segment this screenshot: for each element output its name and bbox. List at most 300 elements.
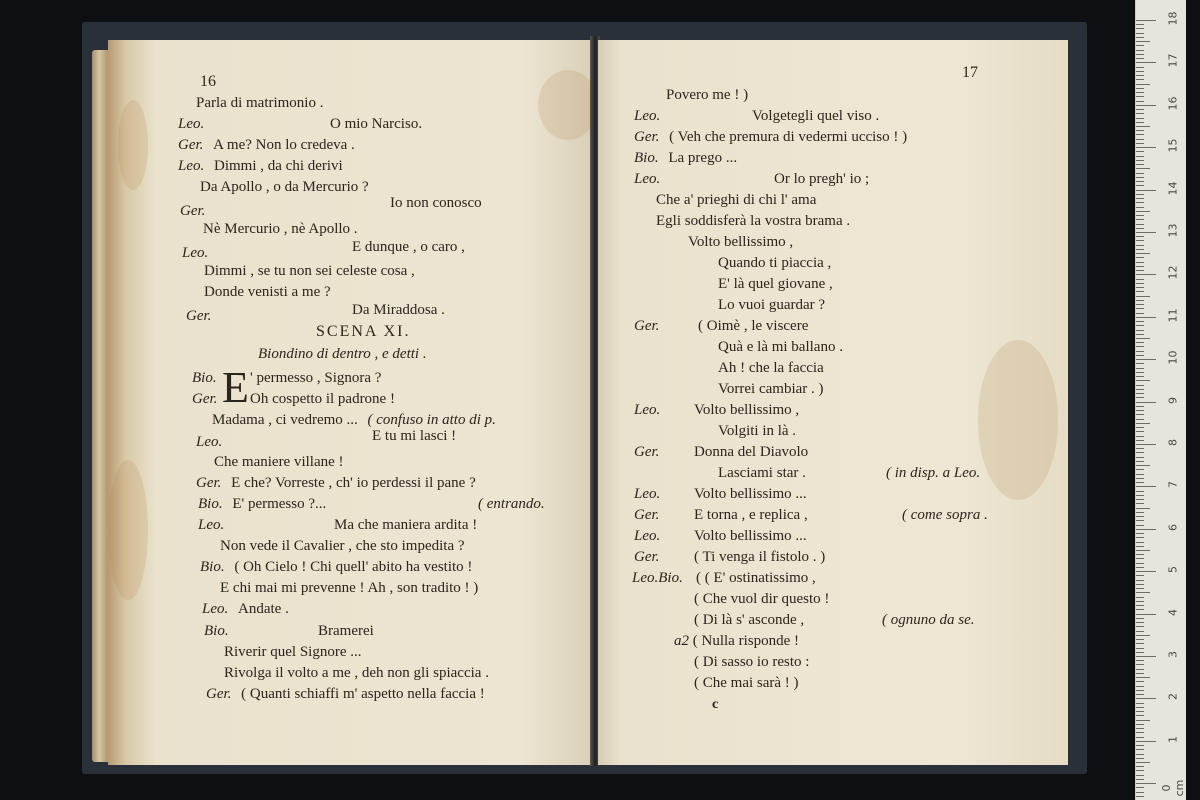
ruler-tick (1136, 134, 1144, 135)
ruler-tick (1136, 796, 1144, 797)
ruler-tick (1136, 508, 1150, 509)
ruler-tick (1136, 101, 1144, 102)
ruler-tick (1136, 525, 1144, 526)
ruler-tick (1136, 308, 1144, 309)
ruler-tick (1136, 160, 1144, 161)
ruler-tick (1136, 262, 1144, 263)
speaker: Ger. (634, 129, 660, 145)
text-line: Ger. ( Ti venga il fistolo . ) (634, 549, 826, 565)
text-line: Leo. Ma che maniera ardita ! (198, 517, 478, 533)
ruler-tick (1136, 211, 1150, 212)
ruler-tick (1136, 402, 1156, 403)
stage-direction: Biondino di dentro , e detti . (258, 346, 427, 362)
ruler-tick (1136, 457, 1144, 458)
ruler-tick (1136, 482, 1144, 483)
ruler-tick (1136, 96, 1144, 97)
ruler-tick (1136, 656, 1156, 657)
ruler-tick (1136, 389, 1144, 390)
ruler-tick (1136, 253, 1150, 254)
ruler-tick (1136, 605, 1144, 606)
ruler-tick (1136, 703, 1144, 704)
text-line: Ger. A me? Non lo credeva . (178, 137, 355, 153)
text-line: Leo. E dunque , o caro , (182, 239, 465, 261)
ruler-tick (1136, 669, 1144, 670)
text-line: Bio. ( Oh Cielo ! Chi quell' abito ha vestito ! (200, 559, 473, 575)
ruler-tick (1136, 130, 1144, 131)
ruler-tick (1136, 762, 1150, 763)
ruler-tick (1136, 291, 1144, 292)
text-line: E' là quel giovane , (718, 276, 833, 292)
ruler-tick (1136, 219, 1144, 220)
ruler-label: 12 (1166, 265, 1180, 280)
text-line: Lasciami star . ( in disp. a Leo. (718, 465, 981, 481)
ruler-tick (1136, 516, 1144, 517)
ruler-tick (1136, 635, 1150, 636)
ruler-tick (1136, 185, 1144, 186)
speaker: Leo. (182, 245, 209, 261)
ruler-label: 17 (1166, 53, 1180, 68)
ruler-tick (1136, 694, 1144, 695)
ruler-tick (1136, 554, 1144, 555)
ruler-tick (1136, 67, 1144, 68)
ruler-tick (1136, 546, 1144, 547)
ruler-label: 11 (1166, 308, 1180, 323)
ruler-tick (1136, 410, 1144, 411)
ruler-tick (1136, 313, 1144, 314)
text-line: Ger. Io non conosco (180, 195, 482, 219)
ruler-tick (1136, 37, 1144, 38)
ruler-tick (1136, 28, 1144, 29)
aside: ( confuso in atto di p. (367, 412, 496, 428)
catchword: c (712, 697, 719, 712)
text-line: Leo. Volto bellissimo ... (634, 486, 807, 502)
speaker: Leo. (178, 158, 205, 174)
ruler-tick (1136, 452, 1144, 453)
ruler-label: 14 (1166, 181, 1180, 196)
ruler-label: 0 cm (1160, 779, 1186, 797)
ruler-tick (1136, 745, 1144, 746)
ruler-tick (1136, 45, 1144, 46)
ruler-tick (1136, 151, 1144, 152)
ruler-tick (1136, 448, 1144, 449)
text-line: Ger. Da Miraddosa . (186, 302, 445, 324)
text-line: Povero me ! ) (666, 87, 749, 103)
page-number: 17 (962, 64, 978, 81)
aside: ( entrando. (478, 496, 545, 512)
ruler-tick (1136, 113, 1144, 114)
text-line: Volgiti in là . (718, 423, 797, 439)
ruler-tick (1136, 533, 1144, 534)
ruler-tick (1136, 720, 1150, 721)
ruler-tick (1136, 346, 1144, 347)
stain (108, 460, 148, 600)
text-line: Madama , ci vedremo ... ( confuso in atto di p. (212, 412, 496, 428)
ruler-tick (1136, 274, 1156, 275)
ruler-tick (1136, 168, 1150, 169)
ruler-tick (1136, 681, 1144, 682)
text-line: Non vede il Cavalier , che sto impedita ? (220, 538, 465, 554)
ruler-tick (1136, 88, 1144, 89)
aside: ( in disp. a Leo. (886, 465, 981, 481)
ruler-tick (1136, 245, 1144, 246)
text-line: Leo. Volto bellissimo , (634, 402, 800, 418)
text-line: Ger. ( Veh che premura di vedermi ucciso ! ) (634, 129, 908, 145)
speaker: a2 (674, 633, 689, 649)
ruler-tick (1136, 283, 1144, 284)
speaker: Leo. (198, 517, 225, 533)
ruler-tick (1136, 660, 1144, 661)
speaker: Bio. (200, 559, 225, 575)
text-line: Leo. Andate . (202, 601, 289, 617)
ruler-tick (1136, 486, 1156, 487)
speaker: Leo. (634, 108, 661, 124)
text-line: Dimmi , se tu non sei celeste cosa , (204, 263, 415, 279)
ruler-tick (1136, 643, 1144, 644)
ruler-label: 5 (1166, 566, 1180, 574)
ruler-tick (1136, 342, 1144, 343)
ruler-tick (1136, 652, 1144, 653)
ruler-tick (1136, 618, 1144, 619)
ruler-tick (1136, 698, 1156, 699)
text-line: Ger. E che? Vorreste , ch' io perdessi il pane ? (196, 475, 476, 491)
ruler-tick (1136, 372, 1144, 373)
ruler-tick (1136, 147, 1156, 148)
text-line: ( Che vuol dir questo ! (694, 591, 830, 607)
ruler-tick (1136, 173, 1144, 174)
text-line: Leo. Volto bellissimo ... (634, 528, 807, 544)
text-line: Da Apollo , o da Mercurio ? (200, 179, 369, 195)
text-line: E chi mai mi prevenne ! Ah , son tradito ! ) (220, 580, 479, 596)
text-line: Vorrei cambiar . ) (718, 381, 824, 397)
ruler-tick (1136, 406, 1144, 407)
text-line: Nè Mercurio , nè Apollo . (203, 221, 358, 237)
speaker: Ger. (186, 308, 212, 324)
ruler-tick (1136, 41, 1150, 42)
ruler-tick (1136, 563, 1144, 564)
ruler-tick (1136, 287, 1144, 288)
ruler-label: 9 (1166, 396, 1180, 404)
text-line: Parla di matrimonio . (196, 95, 324, 111)
ruler-tick (1136, 368, 1144, 369)
ruler-tick (1136, 512, 1144, 513)
ruler-tick (1136, 33, 1144, 34)
ruler-tick (1136, 84, 1150, 85)
ruler-tick (1136, 766, 1144, 767)
aside: ( ognuno da se. (882, 612, 975, 628)
stain (978, 340, 1058, 500)
ruler-tick (1136, 520, 1144, 521)
ruler-label: 15 (1166, 138, 1180, 153)
ruler-tick (1136, 478, 1144, 479)
speaker: Bio. (634, 150, 659, 166)
ruler-tick (1136, 270, 1144, 271)
ruler-tick (1136, 240, 1144, 241)
ruler-tick (1136, 465, 1150, 466)
ruler-tick (1136, 228, 1144, 229)
text-line: Quando ti piaccia , (718, 255, 832, 271)
ruler-tick (1136, 529, 1156, 530)
ruler-tick (1136, 597, 1144, 598)
ruler-tick (1136, 758, 1144, 759)
ruler-tick (1136, 50, 1144, 51)
ruler-tick (1136, 631, 1144, 632)
text-line: Leo. Or lo pregh' io ; (634, 171, 870, 187)
text-line: Leo.Bio. ( ( E' ostinatissimo , (632, 570, 816, 586)
ruler-tick (1136, 664, 1144, 665)
ruler-tick (1136, 202, 1144, 203)
ruler-tick (1136, 690, 1144, 691)
ruler-tick (1136, 62, 1156, 63)
ruler-tick (1136, 728, 1144, 729)
ruler-label: 3 (1166, 651, 1180, 658)
ruler-tick (1136, 224, 1144, 225)
ruler-tick (1136, 126, 1150, 127)
ruler-tick (1136, 300, 1144, 301)
ruler-tick (1136, 787, 1144, 788)
ruler-tick (1136, 648, 1144, 649)
speaker: Ger. (634, 507, 660, 523)
ruler-label: 13 (1166, 223, 1180, 238)
ruler-tick (1136, 677, 1150, 678)
ruler-tick (1136, 673, 1144, 674)
ruler-tick (1136, 92, 1144, 93)
ruler-tick (1136, 436, 1144, 437)
ruler-tick (1136, 122, 1144, 123)
ruler-tick (1136, 397, 1144, 398)
text-line: Ger. ( Quanti schiaffi m' aspetto nella faccia ! (206, 686, 485, 702)
ruler-label: 6 (1166, 523, 1180, 531)
ruler-tick (1136, 164, 1144, 165)
ruler-tick (1136, 143, 1144, 144)
speaker: Ger. (192, 391, 218, 407)
measuring-ruler (1135, 0, 1186, 800)
ruler-tick (1136, 440, 1144, 441)
ruler-label: 1 (1166, 735, 1180, 743)
speaker: Ger. (634, 318, 660, 334)
ruler-tick (1136, 338, 1150, 339)
text-line: Riverir quel Signore ... (224, 644, 362, 660)
ruler-tick (1136, 588, 1144, 589)
scene-heading: SCENA XI. (316, 323, 411, 340)
ruler-label: 10 (1166, 350, 1180, 365)
ruler-tick (1136, 732, 1144, 733)
text-line: Bio. La prego ... (634, 150, 738, 166)
ruler-tick (1136, 754, 1144, 755)
text-line: Leo. Volgetegli quel viso . (634, 108, 880, 124)
ruler-tick (1136, 783, 1156, 784)
ruler-tick (1136, 194, 1144, 195)
ruler-tick (1136, 571, 1156, 572)
ruler-tick (1136, 580, 1144, 581)
speaker: Bio. (198, 496, 223, 512)
text-line: ( Di là s' asconde , ( ognuno da se. (694, 612, 975, 628)
stain (118, 100, 148, 190)
ruler-tick (1136, 575, 1144, 576)
text-line: Bio. ' permesso , Signora ? (192, 370, 382, 386)
speaker: Bio. (204, 623, 229, 639)
text-line: a2 ( Nulla risponde ! (674, 633, 799, 649)
ruler-tick (1136, 639, 1144, 640)
ruler-tick (1136, 542, 1144, 543)
text-line: Ger. ( Oimè , le viscere (634, 318, 809, 334)
text-line: Rivolga il volto a me , deh non gli spiaccia . (224, 665, 489, 681)
speaker: Leo.Bio. (632, 570, 683, 586)
text-line: Leo. E tu mi lasci ! (196, 428, 457, 450)
ruler-tick (1136, 414, 1144, 415)
ruler-tick (1136, 71, 1144, 72)
speaker: Leo. (634, 171, 661, 187)
ruler-tick (1136, 177, 1144, 178)
text-line: Leo. Dimmi , da chi derivi (178, 158, 343, 174)
ruler-label: 7 (1166, 481, 1180, 489)
ruler-tick (1136, 58, 1144, 59)
ruler-tick (1136, 779, 1144, 780)
ruler-tick (1136, 359, 1156, 360)
ruler-tick (1136, 330, 1144, 331)
ruler-tick (1136, 614, 1156, 615)
speaker: Ger. (180, 203, 206, 219)
text-line: Che a' prieghi di chi l' ama (656, 192, 817, 208)
text-line: ( Di sasso io resto : (694, 654, 810, 670)
ruler-tick (1136, 20, 1156, 21)
ruler-tick (1136, 550, 1150, 551)
page-number: 16 (200, 73, 216, 90)
ruler-tick (1136, 266, 1144, 267)
ruler-tick (1136, 325, 1144, 326)
ruler-tick (1136, 355, 1144, 356)
ruler-tick (1136, 711, 1144, 712)
ruler-tick (1136, 296, 1150, 297)
right-page (598, 40, 1068, 765)
ruler-tick (1136, 304, 1144, 305)
aside: ( come sopra . (902, 507, 988, 523)
ruler-tick (1136, 749, 1144, 750)
ruler-tick (1136, 54, 1144, 55)
ruler-tick (1136, 537, 1144, 538)
ruler-tick (1136, 317, 1156, 318)
ruler-tick (1136, 376, 1144, 377)
ruler-tick (1136, 495, 1144, 496)
ruler-tick (1136, 592, 1150, 593)
ruler-tick (1136, 444, 1156, 445)
ruler-tick (1136, 567, 1144, 568)
ruler-tick (1136, 79, 1144, 80)
ruler-tick (1136, 686, 1144, 687)
ruler-tick (1136, 109, 1144, 110)
ruler-tick (1136, 491, 1144, 492)
drop-cap: E (222, 363, 249, 412)
text-line: ( Che mai sarà ! ) (694, 675, 799, 691)
ruler-tick (1136, 503, 1144, 504)
ruler-tick (1136, 190, 1156, 191)
ruler-label: 8 (1166, 439, 1180, 446)
speaker: Leo. (202, 601, 229, 617)
ruler-tick (1136, 198, 1144, 199)
ruler-tick (1136, 461, 1144, 462)
ruler-tick (1136, 423, 1150, 424)
ruler-tick (1136, 118, 1144, 119)
ruler-tick (1136, 215, 1144, 216)
ruler-tick (1136, 622, 1144, 623)
ruler-tick (1136, 724, 1144, 725)
text-line: Bio. E' permesso ?... ( entrando. (198, 496, 545, 512)
speaker: Ger. (634, 549, 660, 565)
speaker: Leo. (178, 116, 205, 132)
ruler-tick (1136, 770, 1144, 771)
stain (538, 70, 595, 140)
text-line: Lo vuoi guardar ? (718, 297, 826, 313)
speaker: Leo. (196, 434, 223, 450)
speaker: Ger. (178, 137, 204, 153)
ruler-tick (1136, 363, 1144, 364)
speaker: Ger. (206, 686, 232, 702)
ruler-label: 16 (1166, 96, 1180, 111)
ruler-tick (1136, 609, 1144, 610)
ruler-tick (1136, 469, 1144, 470)
ruler-tick (1136, 181, 1144, 182)
ruler-tick (1136, 351, 1144, 352)
speaker: Ger. (634, 444, 660, 460)
text-line: Ah ! che la faccia (718, 360, 824, 376)
speaker: Ger. (196, 475, 222, 491)
ruler-tick (1136, 715, 1144, 716)
ruler-tick (1136, 419, 1144, 420)
ruler-tick (1136, 737, 1144, 738)
ruler-tick (1136, 207, 1144, 208)
text-line: Volto bellissimo , (688, 234, 794, 250)
ruler-tick (1136, 626, 1144, 627)
ruler-tick (1136, 249, 1144, 250)
ruler-tick (1136, 427, 1144, 428)
text-line: Egli soddisferà la vostra brama . (656, 213, 851, 229)
ruler-tick (1136, 24, 1144, 25)
ruler-tick (1136, 558, 1144, 559)
ruler-tick (1136, 601, 1144, 602)
speaker: Bio. (192, 370, 217, 386)
ruler-tick (1136, 584, 1144, 585)
text-line: Ger. Donna del Diavolo (634, 444, 809, 460)
text-line: Che maniere villane ! (214, 454, 344, 470)
ruler-tick (1136, 279, 1144, 280)
text-line: Bio. Bramerei (204, 623, 374, 639)
text-line: Ger. Oh cospetto il padrone ! (192, 391, 395, 407)
ruler-tick (1136, 385, 1144, 386)
ruler-tick (1136, 707, 1144, 708)
ruler-tick (1136, 236, 1144, 237)
ruler-tick (1136, 75, 1144, 76)
text-line: Ger. E torna , e replica , ( come sopra . (634, 507, 988, 523)
speaker: Leo. (634, 402, 661, 418)
ruler-tick (1136, 232, 1156, 233)
speaker: Leo. (634, 528, 661, 544)
ruler-tick (1136, 741, 1156, 742)
ruler-label: 2 (1166, 693, 1180, 701)
ruler-tick (1136, 474, 1144, 475)
ruler-tick (1136, 431, 1144, 432)
ruler-tick (1136, 334, 1144, 335)
text-line: Leo. O mio Narciso. (178, 116, 423, 132)
ruler-tick (1136, 139, 1144, 140)
ruler-tick (1136, 775, 1144, 776)
ruler-tick (1136, 792, 1144, 793)
left-page (108, 40, 595, 765)
ruler-tick (1136, 393, 1144, 394)
ruler-tick (1136, 321, 1144, 322)
ruler-label: 4 (1166, 608, 1180, 616)
text-line: Quà e là mi ballano . (718, 339, 843, 355)
ruler-label: 18 (1166, 11, 1180, 26)
ruler-tick (1136, 156, 1144, 157)
